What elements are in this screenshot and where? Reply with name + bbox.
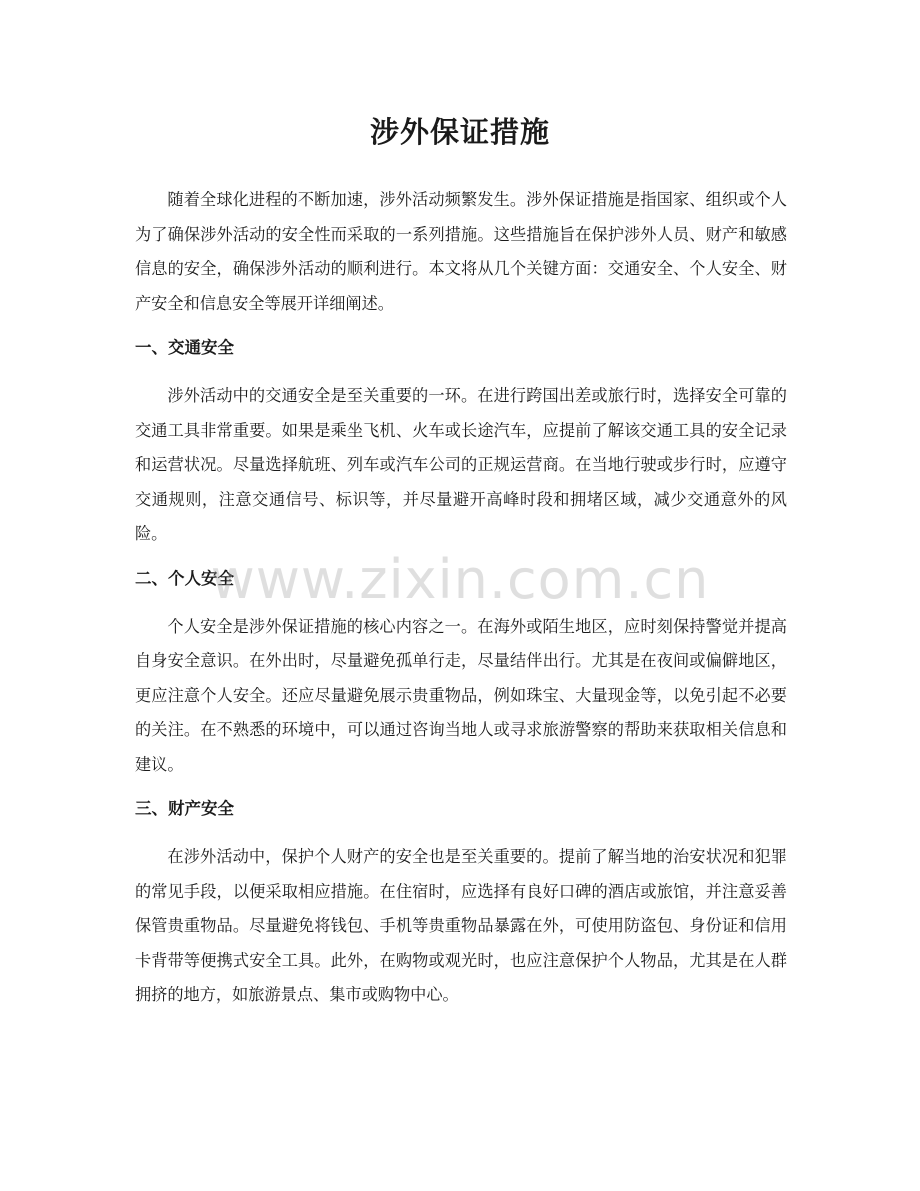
document-title: 涉外保证措施 xyxy=(369,115,550,149)
section-heading-traffic-safety: 一、交通安全 xyxy=(135,338,234,357)
section-body-personal-safety: 个人安全是涉外保证措施的核心内容之一。在海外或陌生地区，应时刻保持警觉并提高自身安全意识。在外出时，尽量避免孤单行走，尽量结伴出行。尤其是在夜间或偏僻地区，更应注意个人安全。还应尽量避免展示贵重物品，例如珠宝、大量现金等，以免引起不必要的关注。在不熟悉的环境中，可以通过咨询当地人或寻求旅游警察的帮助来获取相关信息和建议。 xyxy=(135,616,787,774)
section-heading-property-safety: 三、财产安全 xyxy=(135,799,234,818)
section-heading-personal-safety: 二、个人安全 xyxy=(135,568,234,588)
intro-paragraph: 随着全球化进程的不断加速，涉外活动频繁发生。涉外保证措施是指国家、组织或个人为了确保涉外活动的安全性而采取的一系列措施。这些措施旨在保护涉外人员、财产和敏感信息的安全，确保涉外活动的顺利进行。本文将从几个关键方面：交通安全、个人安全、财产安全和信息安全等展开详细阐述。 xyxy=(135,190,787,313)
document-body xyxy=(135,183,787,1013)
section-body-property-safety: 在涉外活动中，保护个人财产的安全也是至关重要的。提前了解当地的治安状况和犯罪的常见手段，以便采取相应措施。在住宿时，应选择有良好口碑的酒店或旅馆，并注意妥善保管贵重物品。尽量避免将钱包、手机等贵重物品暴露在外，可使用防盗包、身份证和信用卡背带等便携式安全工具。此外，在购物或观光时，也应注意保护个人物品，尤其是在人群拥挤的地方，如旅游景点、集市或购物中心。 xyxy=(135,847,787,1004)
section-body-traffic-safety: 涉外活动中的交通安全是至关重要的一环。在进行跨国出差或旅行时，选择安全可靠的交通工具非常重要。如果是乘坐飞机、火车或长途汽车，应提前了解该交通工具的安全记录和运营状况。尽量选择航班、列车或汽车公司的正规运营商。在当地行驶或步行时，应遵守交通规则，注意交通信号、标识等，并尽量避开高峰时段和拥堵区域，减少交通意外的风险。 xyxy=(135,386,787,543)
watermark-text: www.zixin.com.cn xyxy=(210,548,710,611)
